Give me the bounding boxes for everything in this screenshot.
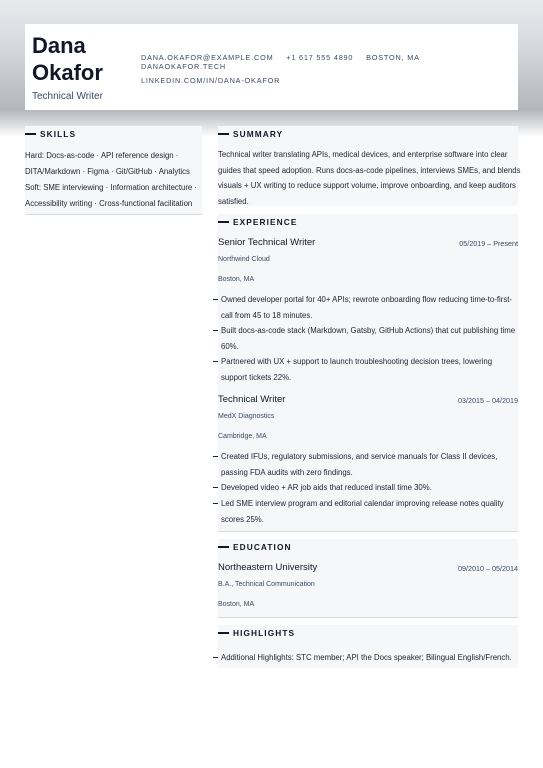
job-bullet: Built docs-as-code stack (Markdown, Gatsby, GitHub Actions) that cut publishing time 60%. [213,323,521,354]
job-dates: 05/2019 – Present [459,239,518,248]
experience-section [218,214,518,532]
job-bullet: Created IFUs, regulatory submissions, and service manuals for Class II devices, passing FDA audits with zero findings. [213,449,521,480]
experience-heading: EXPERIENCE [218,214,518,232]
job-company: Northwind Cloud [218,256,270,263]
first-name: Dana [32,33,86,58]
education-dates: 09/2010 – 05/2014 [458,564,518,573]
candidate-role: Technical Writer [32,91,103,102]
contact-line-2 [141,76,280,85]
education-section [218,539,518,618]
bullet-dash [213,330,218,331]
job-title: Technical Writer [218,394,286,405]
highlight-bullet: Additional Highlights: STC member; API the Docs speaker; Bilingual English/French. [213,650,521,666]
email-link[interactable]: DANA.OKAFOR@EXAMPLE.COM [141,53,274,62]
job-location: Boston, MA [218,276,255,283]
heading-bar [218,133,229,135]
website-link[interactable]: DANAOKAFOR.TECH [141,62,226,71]
summary-section [218,126,521,206]
job-bullet: Led SME interview program and editorial calendar improving release notes quality scores 25%. [213,496,521,527]
skills-hard: Hard: Docs-as-code · API reference design · DITA/Markdown · Figma · Git/GitHub · Analytics [25,151,190,176]
degree-text: B.A., Technical Communication [218,581,315,588]
skills-heading: SKILLS [25,126,202,144]
location-text: BOSTON, MA [366,53,420,62]
education-heading: EDUCATION [218,539,518,557]
education-location: Boston, MA [218,601,255,608]
skills-soft: Soft: SME interviewing · Information architecture · Accessibility writing · Cross-functional facilitation [25,183,198,208]
linkedin-link[interactable]: LINKEDIN.COM/IN/DANA-OKAFOR [141,76,281,85]
bullet-dash [213,361,218,362]
heading-bar [218,221,229,223]
heading-bar [25,133,36,135]
job-location: Cambridge, MA [218,433,267,440]
summary-text: Technical writer translating APIs, medical devices, and enterprise software into clear guides that speed adoption. Runs docs-as-code pipelines, interviews SMEs, and blends visuals + UX writing to reduce support volume, improve onboarding, and keep auditors satisfied. [218,150,521,206]
candidate-name [32,32,152,86]
job-bullet: Owned developer portal for 40+ APIs; rewrote onboarding flow reducing time-to-first- call from 45 to 18 minutes. [213,292,521,323]
resume-header [25,24,518,110]
highlights-heading: HIGHLIGHTS [218,625,518,643]
job-dates: 03/2015 – 04/2019 [458,396,518,405]
school-name: Northeastern University [218,562,318,573]
phone-number: +1 617 555 4890 [286,53,354,62]
job-company: MedX Diagnostics [218,413,275,420]
job-bullet: Partnered with UX + support to launch troubleshooting decision trees, lowering support tickets 22%. [213,354,521,385]
contact-line [141,53,518,71]
job-title: Senior Technical Writer [218,237,316,248]
bullet-dash [213,456,218,457]
bullet-dash [213,503,218,504]
bullet-dash [213,299,218,300]
job-bullet: Developed video + AR job aids that reduced install time 30%. [213,480,521,496]
skills-section [25,126,202,215]
bullet-dash [213,487,218,488]
last-name: Okafor [32,60,103,85]
heading-bar [218,632,229,634]
summary-heading: SUMMARY [218,126,518,144]
heading-bar [218,546,229,548]
bullet-dash [213,657,218,658]
highlights-section [218,625,518,668]
